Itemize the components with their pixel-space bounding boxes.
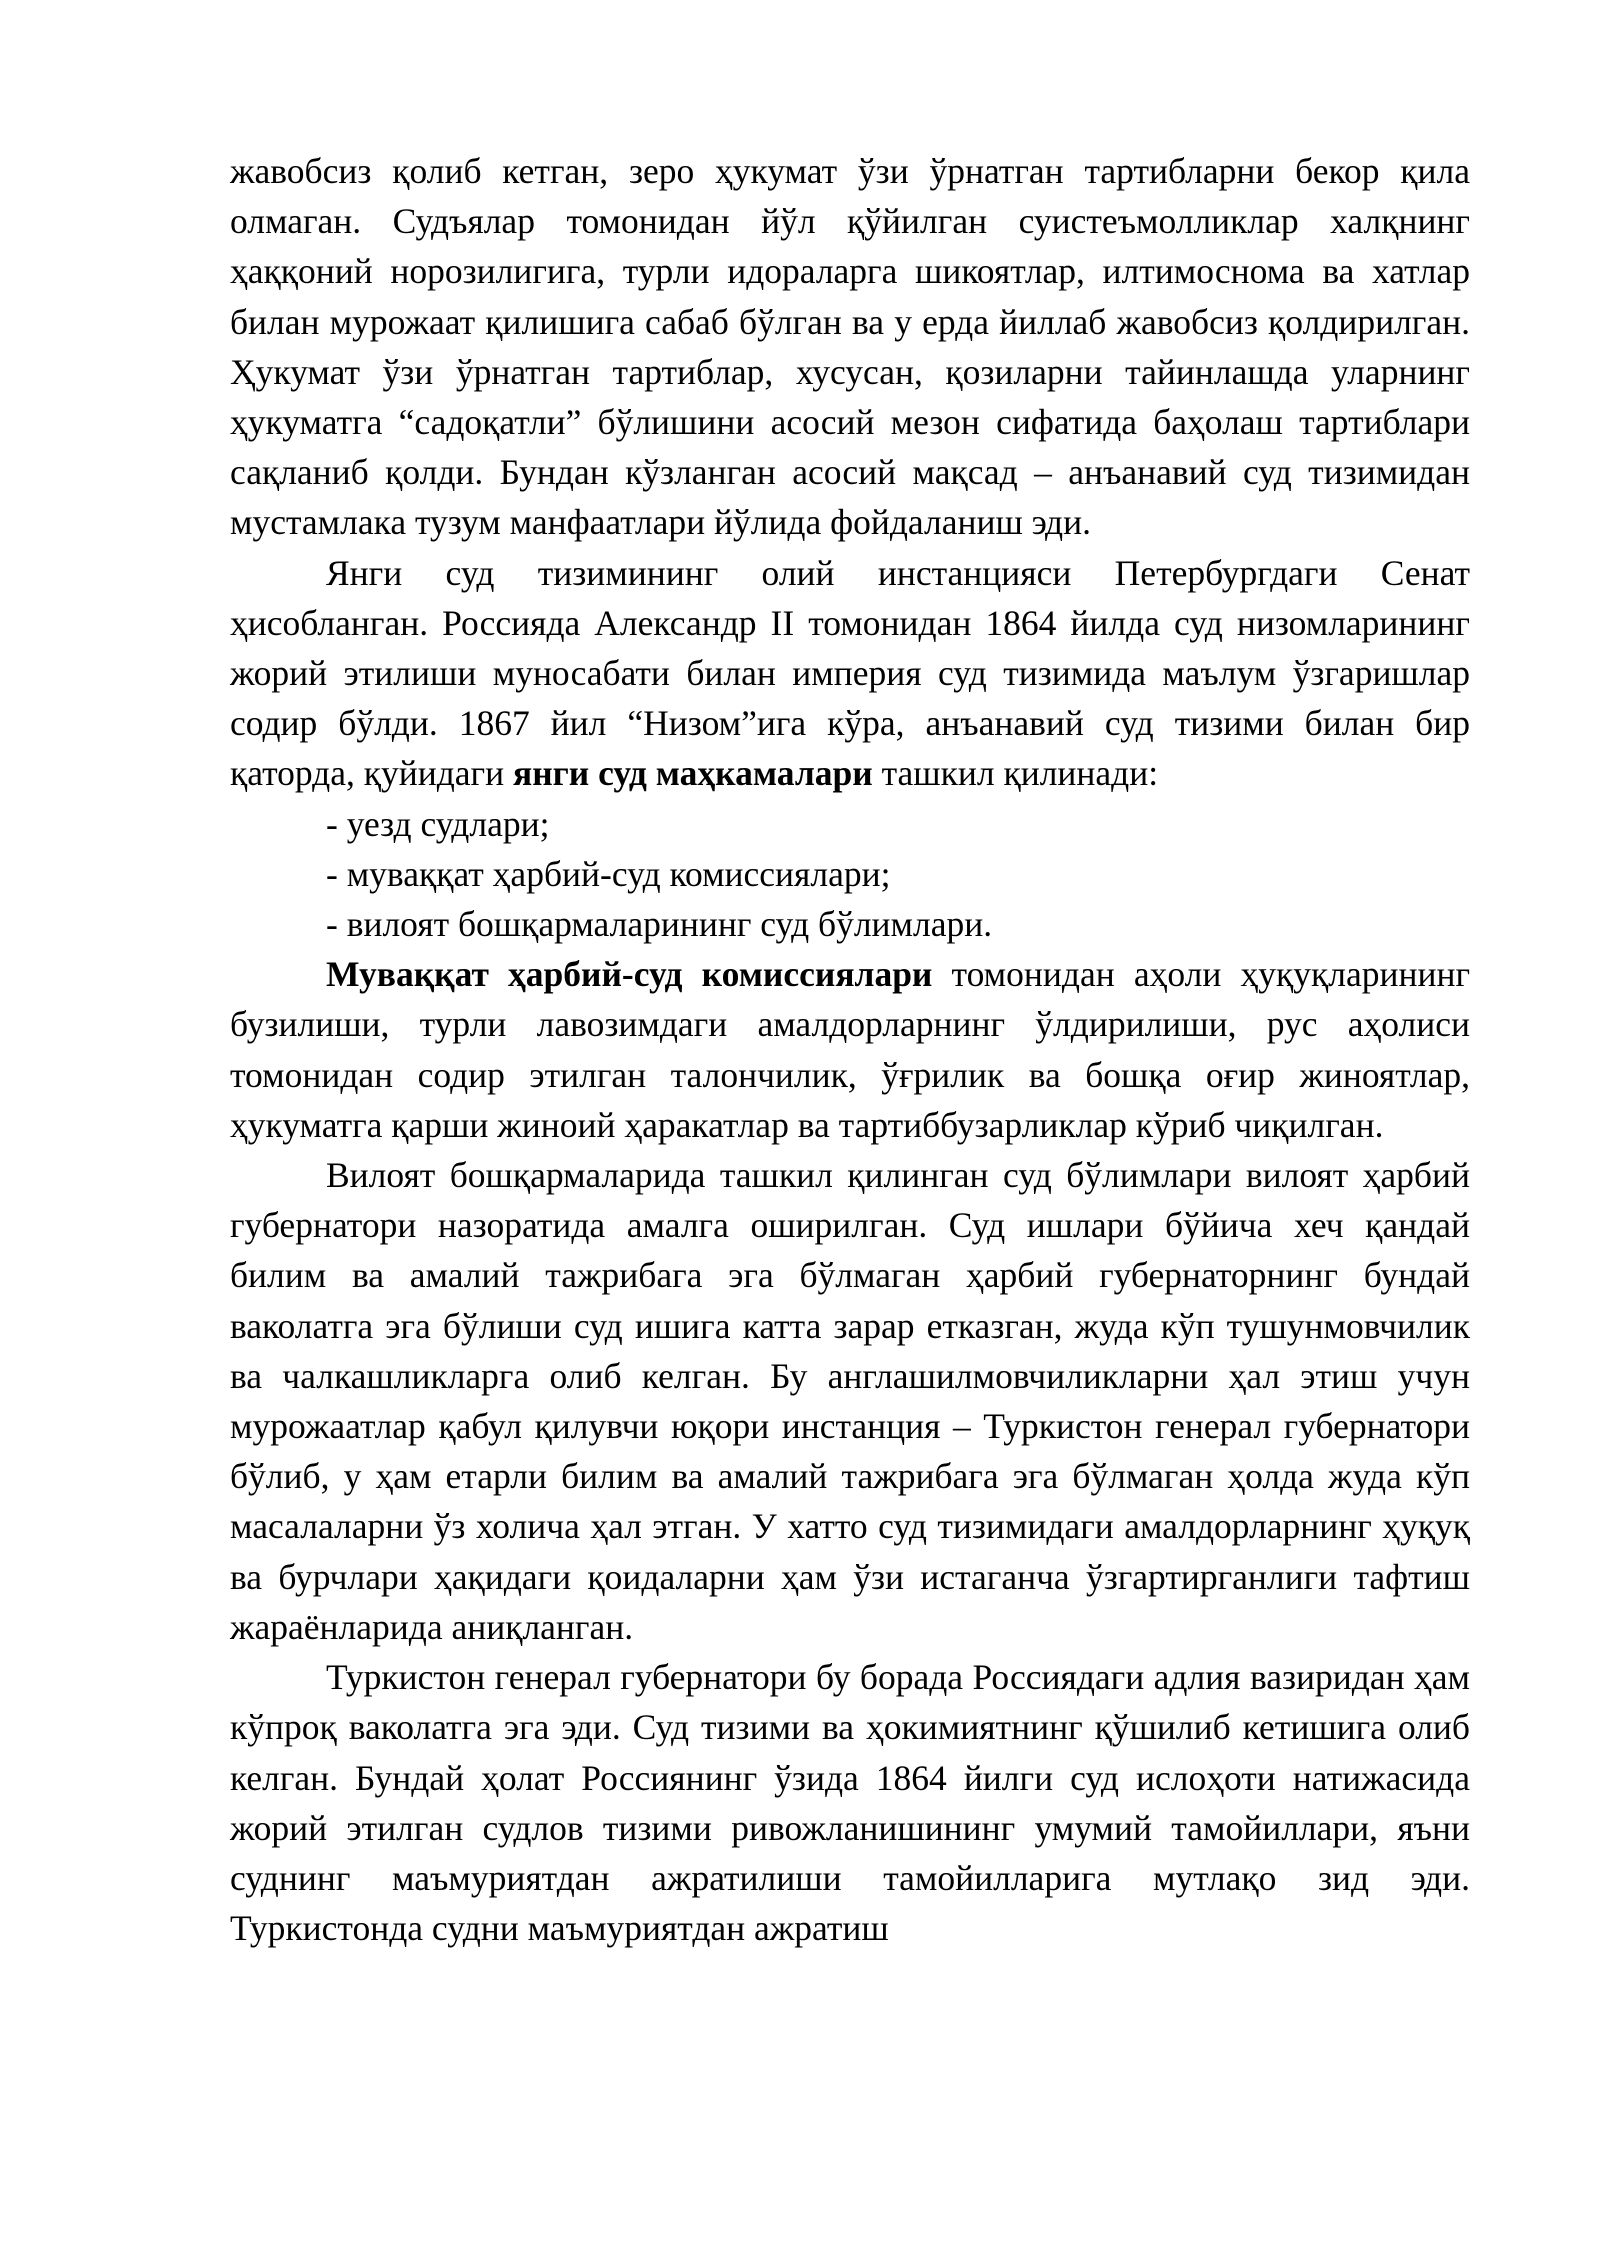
bold-term-military-commissions: Муваққат ҳарбий-суд комиссиялари	[326, 954, 933, 995]
paragraph-regional-departments: Вилоят бошқармаларида ташкил қилинган суд бўлимлари вилоят ҳарбий губернатори назоратида амалга оширилган. Суд ишлари бўйича хеч қандай билим ва амалий тажрибага эга бўлмаган ҳарбий губернаторнинг бундай ваколатга эга бўлиши суд ишига катта зарар етказган, жуда кўп тушунмовчилик ва чалкашликларга олиб келган. Бу англашилмовчиликларни ҳал этиш учун мурожаатлар қабул қилувчи юқори инстанция – Туркистон генерал губернатори бўлиб, у ҳам етарли билим ва амалий тажрибага эга бўлмаган ҳолда жуда кўп масалаларни ўз холича ҳал этган. У хатто суд тизимидаги амалдорларнинг ҳуқуқ ва бурчлари ҳақидаги қоидаларни ҳам ўзи истаганча ўзгартирганлиги тафтиш жараёнларида аниқланган.	[230, 1155, 1470, 1647]
paragraph-military-commissions	[230, 949, 1470, 1150]
list-item-military-commissions: - муваққат ҳарбий-суд комиссиялари;	[326, 853, 891, 894]
paragraph-text: Янги суд тизимининг олий инстанцияси Петербургдаги Сенат ҳисобланган. Россияда Александр II томонидан 1864 йилда суд низомларининг жорий этилиши муносабати билан империя суд тизимида маълум ўзгаришлар содир бўлди. 1867 йил “Низом”ига кўра, анъанавий суд тизими билан бир қаторда, қуйидаги	[230, 552, 1470, 794]
list-item-regional-departments: - вилоят бошқармаларининг суд бўлимлари.	[326, 904, 993, 945]
paragraph-text: томонидан аҳоли ҳуқуқларининг бузилиши, турли лавозимдаги амалдорларнинг ўлдирилиши, рус аҳолиси томонидан содир этилган талончилик, ўғрилик ва бошқа оғир жиноятлар, ҳукуматга қарши жиноий ҳаракатлар ва тартиббузарликлар кўриб чиқилган.	[230, 954, 1471, 1145]
paragraph-new-courts	[230, 548, 1470, 799]
list-item-uezd-courts: - уезд судлари;	[326, 803, 550, 844]
paragraph-text: ташкил қилинади:	[872, 753, 1159, 794]
paragraph-continuation: жавобсиз қолиб кетган, зеро ҳукумат ўзи ўрнатган тартибларни бекор қила олмаган. Судъялар томонидан йўл қўйилган суистеъмолликлар халқнинг ҳаққоний норозилигига, турли идораларга шикоятлар, илтимоснома ва хатлар билан мурожаат қилишига сабаб бўлган ва у ерда йиллаб жавобсиз қолдирилган. Ҳукумат ўзи ўрнатган тартиблар, хусусан, қозиларни тайинлашда уларнинг ҳукуматга “садоқатли” бўлишини асосий мезон сифатида баҳолаш тартиблари сақланиб қолди. Бундан кўзланган асосий мақсад – анъанавий суд тизимидан мустамлака тузум манфаатлари йўлида фойдаланиш эди.	[230, 151, 1470, 543]
document-page	[230, 146, 1470, 1953]
paragraph-governor-general: Туркистон генерал губернатори бу борада Россиядаги адлия вазиридан ҳам кўпроқ ваколатга эга эди. Суд тизими ва ҳокимиятнинг қўшилиб кетишига олиб келган. Бундай ҳолат Россиянинг ўзида 1864 йилги суд ислоҳоти натижасида жорий этилган судлов тизими ривожланишининг умумий тамойиллари, яъни суднинг маъмуриятдан ажратилиши тамойилларига мутлақо зид эди. Туркистонда судни маъмуриятдан ажратиш	[230, 1657, 1470, 1949]
bold-term-new-courts: янги суд маҳкамалари	[512, 753, 873, 794]
